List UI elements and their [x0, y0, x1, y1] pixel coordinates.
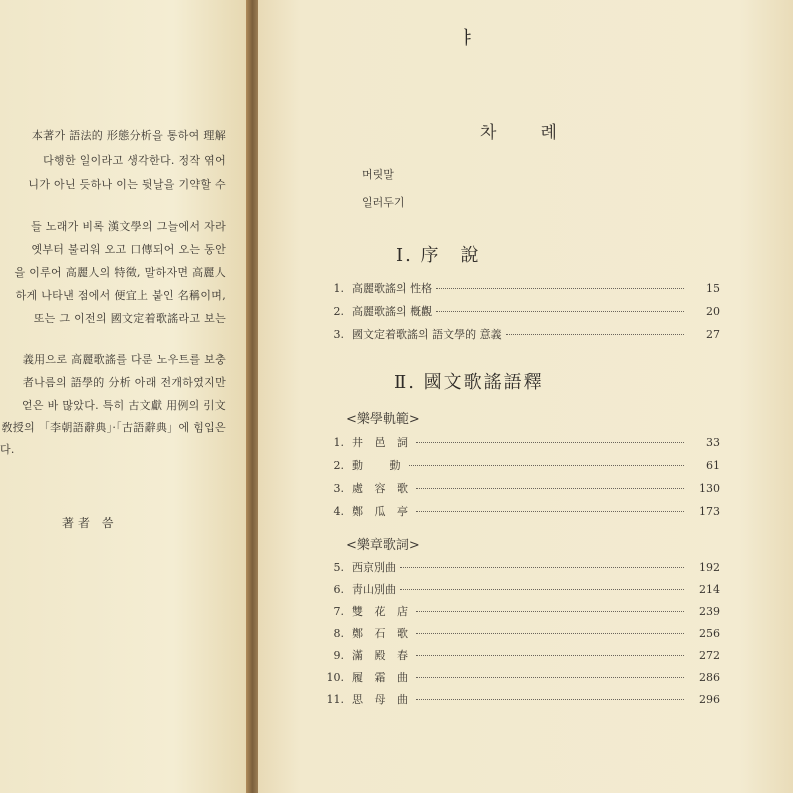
toc-entry — [324, 603, 720, 617]
entry-title: 動 動 — [352, 459, 405, 472]
preface-line: 者나름의 語學的 分析 아래 전개하였지만 — [22, 376, 226, 389]
preface-line: 또는 그 이전의 國文定着歌謠라고 보는 — [33, 312, 226, 325]
preface-line: 얻은 바 많았다. 특히 古文獻 用例의 引文 — [21, 399, 226, 412]
entry-page: 214 — [699, 583, 720, 596]
preface-line: 옛부터 불리워 오고 口傳되어 오는 동안 — [31, 243, 226, 256]
entry-title: 高麗歌謠의 性格 — [352, 282, 433, 295]
entry-page: 272 — [699, 649, 720, 662]
entry-title: 鄭 瓜 亭 — [352, 505, 412, 518]
dot-leader — [400, 589, 684, 590]
entry-page: 27 — [706, 328, 720, 341]
entry-page: 173 — [699, 505, 720, 518]
dot-leader — [400, 567, 684, 568]
group-title: <樂學軌範> — [346, 412, 420, 427]
author-signature: 著者 씀 — [62, 516, 118, 530]
entry-page: 239 — [699, 605, 720, 618]
preface-line: 하게 나타낸 점에서 便宜上 붙인 名稱이며, — [15, 289, 226, 302]
dot-leader — [416, 699, 684, 700]
entry-number: 2. — [333, 459, 344, 472]
preface-line: 들 노래가 비록 漢文學의 그늘에서 자라 — [31, 220, 226, 233]
entry-page: 20 — [706, 305, 720, 318]
entry-number: 10. — [326, 671, 344, 684]
preface-line: 니가 아닌 듯하나 이는 뒷날을 기약할 수 — [28, 178, 226, 191]
dot-leader — [416, 511, 684, 512]
toc-entry — [324, 669, 720, 683]
entry-title: 井 邑 詞 — [352, 436, 412, 449]
dot-leader — [409, 465, 685, 466]
toc-entry — [324, 480, 720, 494]
section-heading: Ⅰ. 序 說 — [396, 245, 481, 266]
entry-page: 296 — [699, 693, 720, 706]
entry-title: 西京別曲 — [352, 561, 396, 574]
entry-title: 高麗歌謠의 槪觀 — [352, 305, 433, 318]
preface-line: 敎授의 「李朝語辭典」·「古語辭典」에 힘입은 — [1, 421, 226, 434]
right-page — [258, 0, 793, 793]
preface-line: 本著가 語法的 形態分析을 통하여 理解 — [31, 129, 226, 142]
entry-title: 滿 殿 春 — [352, 649, 412, 662]
ink-mark: ㅑ — [458, 28, 476, 49]
preface-line: 다행한 일이라고 생각한다. 정작 엮어 — [43, 154, 226, 167]
entry-number: 3. — [333, 482, 344, 495]
entry-number: 7. — [333, 605, 344, 618]
entry-title: 處 容 歌 — [352, 482, 412, 495]
entry-title: 靑山別曲 — [352, 583, 396, 596]
dot-leader — [416, 633, 684, 634]
dot-leader — [436, 311, 684, 312]
toc-title-left: 차 — [480, 123, 497, 143]
front-matter-notes: 일러두기 — [362, 196, 405, 209]
entry-number: 1. — [333, 436, 344, 449]
entry-number: 4. — [333, 505, 344, 518]
entry-page: 286 — [699, 671, 720, 684]
section-heading: Ⅱ. 國文歌謠語釋 — [394, 372, 544, 393]
preface-line: 을 이루어 高麗人의 特徵, 말하자면 高麗人 — [14, 266, 226, 279]
left-page — [0, 0, 248, 793]
dot-leader — [436, 288, 684, 289]
toc-title — [480, 118, 557, 143]
toc-entry — [324, 559, 720, 573]
entry-number: 1. — [333, 282, 344, 295]
dot-leader — [506, 334, 684, 335]
entry-title: 鄭 石 歌 — [352, 627, 412, 640]
toc-entry — [324, 457, 720, 471]
toc-entry — [324, 326, 720, 340]
entry-number: 6. — [333, 583, 344, 596]
entry-page: 61 — [706, 459, 720, 472]
entry-page: 130 — [699, 482, 720, 495]
preface-line: 義用으로 高麗歌謠를 다룬 노우트를 보충 — [22, 353, 226, 366]
entry-title: 思 母 曲 — [352, 693, 412, 706]
entry-page: 256 — [699, 627, 720, 640]
entry-number: 9. — [333, 649, 344, 662]
entry-number: 8. — [333, 627, 344, 640]
front-matter-preface: 머릿말 — [362, 168, 394, 181]
toc-entry — [324, 503, 720, 517]
toc-entry — [324, 691, 720, 705]
dot-leader — [416, 442, 684, 443]
entry-title: 國文定着歌謠의 語文學的 意義 — [352, 328, 502, 341]
entry-title: 雙 花 店 — [352, 605, 412, 618]
entry-number: 2. — [333, 305, 344, 318]
entry-title: 履 霜 曲 — [352, 671, 412, 684]
group-title: <樂章歌詞> — [346, 538, 420, 553]
dot-leader — [416, 677, 684, 678]
entry-page: 192 — [699, 561, 720, 574]
dot-leader — [416, 488, 684, 489]
entry-page: 33 — [706, 436, 720, 449]
preface-line: 다. — [0, 443, 15, 456]
dot-leader — [416, 611, 684, 612]
toc-entry — [324, 625, 720, 639]
dot-leader — [416, 655, 684, 656]
toc-entry — [324, 280, 720, 294]
toc-entry — [324, 303, 720, 317]
toc-entry — [324, 581, 720, 595]
entry-number: 11. — [326, 693, 344, 706]
toc-entry — [324, 647, 720, 661]
entry-number: 5. — [333, 561, 344, 574]
toc-title-right: 례 — [540, 123, 557, 143]
toc-entry — [324, 434, 720, 448]
entry-page: 15 — [706, 282, 720, 295]
entry-number: 3. — [333, 328, 344, 341]
